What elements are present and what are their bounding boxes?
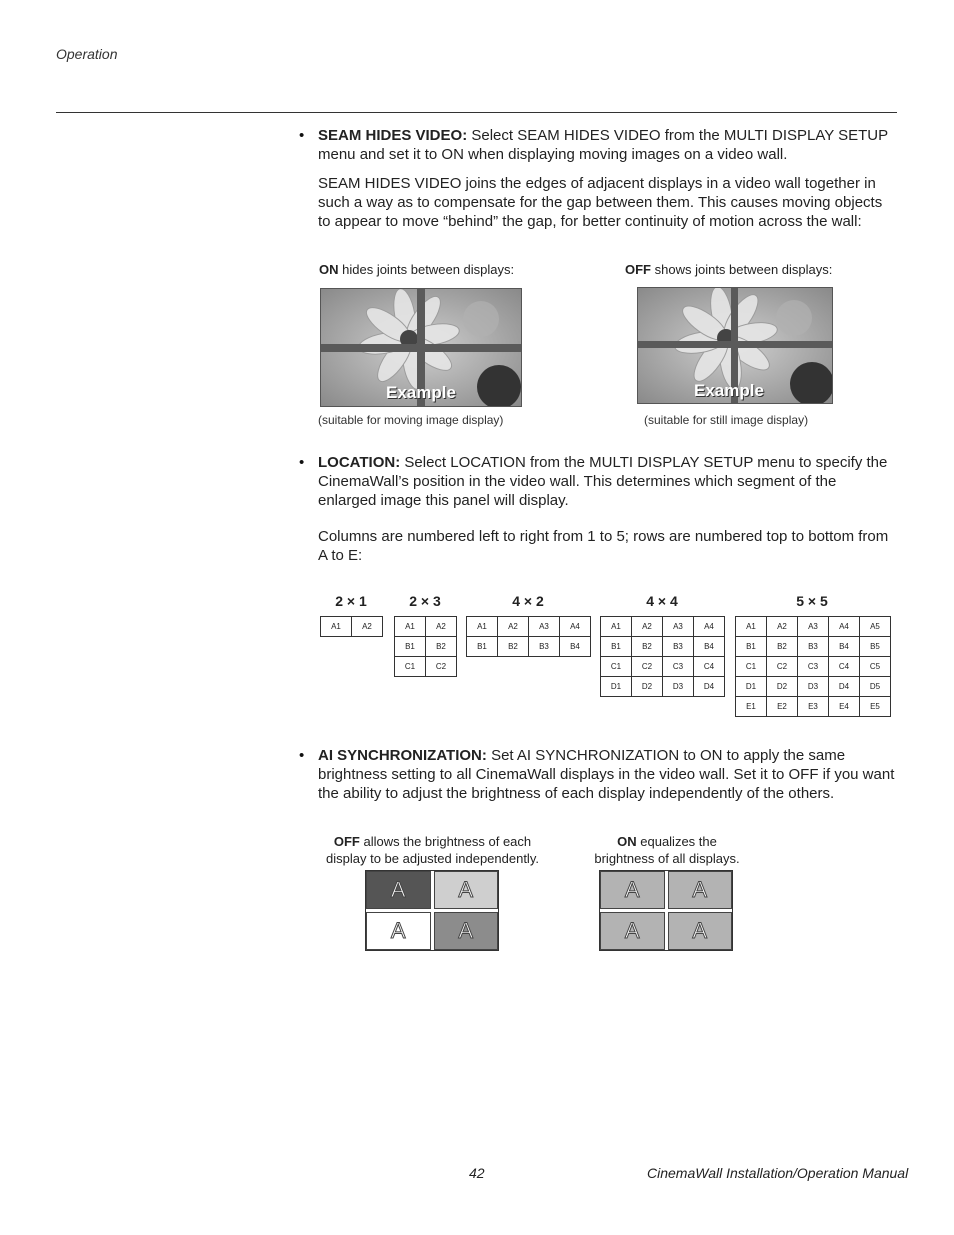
grid-cell: A2 xyxy=(632,617,663,637)
seam-hides-video-paragraph xyxy=(318,126,898,164)
grid-cell: B1 xyxy=(601,637,632,657)
grid-cell: C5 xyxy=(860,657,891,677)
location-grid-5x5 xyxy=(735,616,891,717)
location-grid-4x4 xyxy=(600,616,725,697)
grid-cell: B2 xyxy=(767,637,798,657)
grid-cell: B1 xyxy=(395,637,426,657)
grid-title-4x4: 4 × 4 xyxy=(646,593,678,609)
seam-on-text: hides joints between displays: xyxy=(342,262,515,277)
display-cell: A xyxy=(600,912,665,950)
grid-cell: D5 xyxy=(860,677,891,697)
grid-cell: A1 xyxy=(736,617,767,637)
grid-cell: C4 xyxy=(829,657,860,677)
location-grid-2x1 xyxy=(320,616,383,637)
page-number: 42 xyxy=(469,1165,485,1181)
grid-cell: D2 xyxy=(632,677,663,697)
grid-cell: C1 xyxy=(601,657,632,677)
seam-term: SEAM HIDES VIDEO: xyxy=(318,127,468,144)
display-cell: A xyxy=(668,912,733,950)
grid-cell: B4 xyxy=(560,637,591,657)
grid-title-4x2: 4 × 2 xyxy=(512,593,544,609)
grid-cell: D1 xyxy=(736,677,767,697)
grid-cell: B3 xyxy=(663,637,694,657)
ai-on-key: ON xyxy=(617,834,637,849)
grid-cell: A4 xyxy=(829,617,860,637)
location-term: LOCATION: xyxy=(318,454,401,471)
seam-on-caption xyxy=(319,262,514,277)
grid-cell: D4 xyxy=(694,677,725,697)
grid-cell: A3 xyxy=(798,617,829,637)
seam-off-text: shows joints between displays: xyxy=(654,262,833,277)
grid-cell: D1 xyxy=(601,677,632,697)
ai-off-line1: allows the brightness of each xyxy=(363,834,532,849)
grid-cell: D4 xyxy=(829,677,860,697)
grid-cell: A4 xyxy=(694,617,725,637)
grid-title-2x1: 2 × 1 xyxy=(335,593,367,609)
grid-cell: B2 xyxy=(498,637,529,657)
grid-cell: B2 xyxy=(632,637,663,657)
grid-title-2x3: 2 × 3 xyxy=(409,593,441,609)
grid-cell: E3 xyxy=(798,697,829,717)
seam-off-caption xyxy=(625,262,832,277)
seam-body: SEAM HIDES VIDEO joins the edges of adjacent displays in a video wall together in such a way as to compensate for the gap between them. This causes moving objects to appear to move “behind” the gap, for better continuity of motion across the wall: xyxy=(318,175,883,230)
grid-cell: A2 xyxy=(352,617,383,637)
ai-on-caption xyxy=(585,833,749,867)
location-grid-2x3 xyxy=(394,616,457,677)
grid-cell: E1 xyxy=(736,697,767,717)
grid-cell: A3 xyxy=(663,617,694,637)
ai-term: AI SYNCHRONIZATION: xyxy=(318,747,487,764)
seam-off-overlay: Example xyxy=(694,381,764,400)
location-intro: Select LOCATION from the MULTI DISPLAY SETUP menu to specify the CinemaWall’s position in the video wall. This determines which segment of the enlarged image this panel will display. xyxy=(318,454,888,509)
manual-title: CinemaWall Installation/Operation Manual xyxy=(647,1165,909,1181)
grid-cell: B4 xyxy=(829,637,860,657)
grid-cell: C3 xyxy=(798,657,829,677)
grid-cell: A5 xyxy=(860,617,891,637)
ai-off-wall xyxy=(365,870,499,951)
seam-intro: Select SEAM HIDES VIDEO from the MULTI DISPLAY SETUP menu and set it to ON when displaying moving images on a video wall. xyxy=(318,127,888,163)
grid-cell: C4 xyxy=(694,657,725,677)
location-grid-4x2 xyxy=(466,616,591,657)
grid-cell: A4 xyxy=(560,617,591,637)
grid-cell: D2 xyxy=(767,677,798,697)
display-cell: A xyxy=(366,912,431,950)
grid-cell: E2 xyxy=(767,697,798,717)
grid-cell: A1 xyxy=(467,617,498,637)
grid-cell: A1 xyxy=(601,617,632,637)
grid-cell: B4 xyxy=(694,637,725,657)
display-cell: A xyxy=(434,871,499,909)
location-body: Columns are numbered left to right from 1 to 5; rows are numbered top to bottom from A to E: xyxy=(318,528,889,564)
grid-cell: A3 xyxy=(529,617,560,637)
display-cell: A xyxy=(434,912,499,950)
bullet-icon: • xyxy=(299,454,305,471)
grid-cell: A2 xyxy=(767,617,798,637)
ai-intro: Set AI SYNCHRONIZATION to ON to apply the same brightness setting to all CinemaWall displays in the video wall. Set it to OFF if you want the ability to adjust the brightness of each display independently of the others. xyxy=(318,747,895,802)
grid-cell: A2 xyxy=(426,617,457,637)
grid-cell: E5 xyxy=(860,697,891,717)
grid-cell: B2 xyxy=(426,637,457,657)
display-cell: A xyxy=(600,871,665,909)
grid-cell: B3 xyxy=(798,637,829,657)
ai-off-key: OFF xyxy=(333,834,360,849)
grid-cell: E4 xyxy=(829,697,860,717)
grid-cell: B3 xyxy=(529,637,560,657)
grid-cell: C1 xyxy=(736,657,767,677)
location-paragraph xyxy=(318,453,898,510)
ai-on-wall xyxy=(599,870,733,951)
grid-cell: C3 xyxy=(663,657,694,677)
ai-on-line2: brightness of all displays. xyxy=(594,851,740,866)
ai-sync-paragraph xyxy=(318,746,898,803)
bullet-icon: • xyxy=(299,747,305,764)
ai-off-line2: display to be adjusted independently. xyxy=(326,851,539,866)
running-header: Operation xyxy=(56,46,118,62)
grid-cell: A1 xyxy=(395,617,426,637)
grid-cell: A1 xyxy=(321,617,352,637)
display-cell: A xyxy=(668,871,733,909)
bullet-icon: • xyxy=(299,127,305,144)
grid-cell: B1 xyxy=(467,637,498,657)
seam-off-key: OFF xyxy=(625,262,651,277)
seam-on-note: (suitable for moving image display) xyxy=(318,413,504,427)
grid-cell: B5 xyxy=(860,637,891,657)
ai-off-caption xyxy=(320,833,545,867)
grid-cell: A2 xyxy=(498,617,529,637)
grid-cell: C1 xyxy=(395,657,426,677)
display-cell: A xyxy=(366,871,431,909)
grid-cell: C2 xyxy=(426,657,457,677)
grid-cell: B1 xyxy=(736,637,767,657)
grid-cell: D3 xyxy=(663,677,694,697)
ai-on-line1: equalizes the xyxy=(640,834,717,849)
grid-cell: C2 xyxy=(632,657,663,677)
seam-on-overlay: Example xyxy=(386,383,456,402)
seam-on-key: ON xyxy=(319,262,339,277)
grid-title-5x5: 5 × 5 xyxy=(796,593,828,609)
seam-off-note: (suitable for still image display) xyxy=(644,413,809,427)
grid-cell: D3 xyxy=(798,677,829,697)
header-divider xyxy=(56,112,897,113)
grid-cell: C2 xyxy=(767,657,798,677)
